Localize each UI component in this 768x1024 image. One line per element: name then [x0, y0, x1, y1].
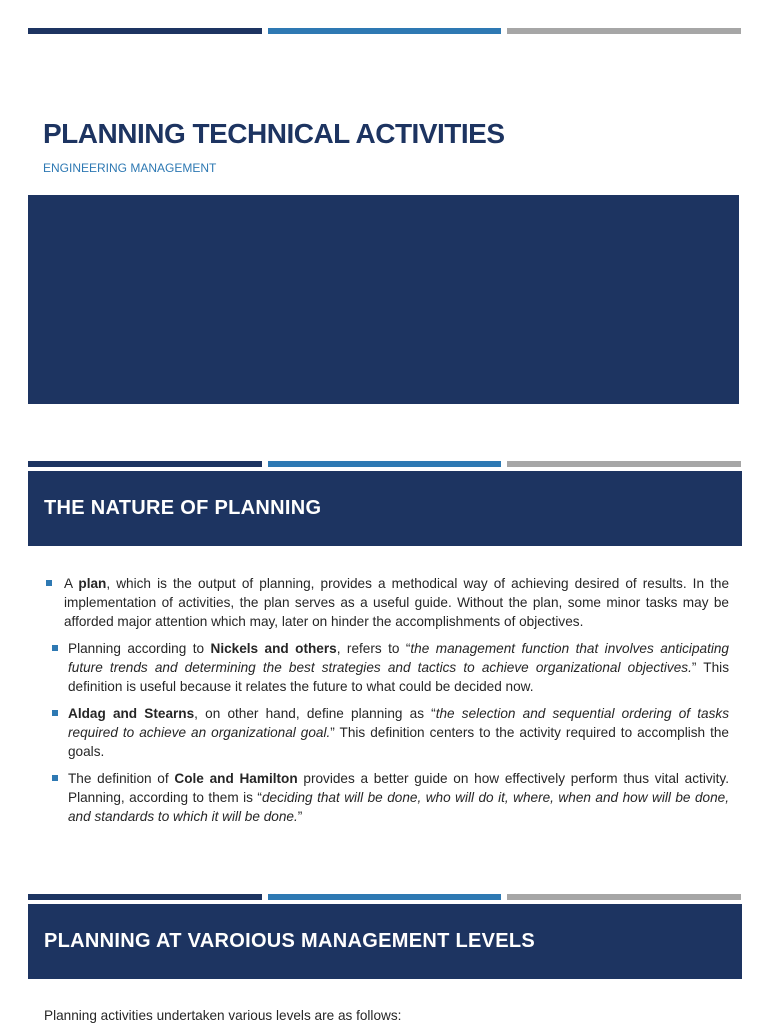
bullet-item	[44, 704, 729, 761]
bullet-term: plan	[78, 576, 107, 591]
stripe-gray	[507, 894, 741, 900]
bullet-author: Cole and Hamilton	[174, 771, 298, 786]
bullet-quote: the management function that involves anticipating future trends and determining the best strategies and tactics to achieve organizational objectives.	[68, 641, 729, 675]
section-header-nature	[28, 471, 742, 546]
bullet-text: , on other hand, define planning as “	[194, 706, 436, 721]
bullet-list	[44, 574, 729, 834]
bullet-marker-icon	[52, 710, 58, 716]
bullet-item	[44, 769, 729, 826]
levels-intro-text: Planning activities undertaken various levels are as follows:	[44, 1008, 402, 1023]
title-color-block	[28, 195, 739, 404]
bullet-text: Planning according to	[68, 641, 211, 656]
stripe-gray	[507, 461, 741, 467]
bullet-text: ” This definition centers to the activity required to accomplish the goals.	[68, 725, 729, 759]
bullet-text: The definition of	[68, 771, 175, 786]
stripe-navy	[28, 28, 262, 34]
stripe-navy	[28, 461, 262, 467]
bullet-text: ”	[297, 809, 303, 824]
slide-subtitle: ENGINEERING MANAGEMENT	[43, 161, 217, 175]
bullet-text: ” This definition is useful because it relates the future to what could be decided now.	[68, 660, 729, 694]
accent-stripes-top	[28, 28, 741, 34]
bullet-quote: deciding that will be done, who will do it, where, when and how will be done, and standards to which it will be done.	[68, 790, 729, 824]
stripe-blue	[268, 894, 502, 900]
section-heading: PLANNING AT VAROIOUS MANAGEMENT LEVELS	[44, 930, 536, 952]
slide-title: PLANNING TECHNICAL ACTIVITIES	[43, 118, 505, 149]
stripe-blue	[268, 28, 502, 34]
accent-stripes-slide3	[28, 894, 741, 900]
bullet-marker-icon	[52, 645, 58, 651]
bullet-text: A	[64, 576, 79, 591]
bullet-item	[44, 639, 729, 696]
bullet-marker-icon	[46, 580, 52, 586]
bullet-text: , refers to “	[336, 641, 411, 656]
bullet-quote: the selection and sequential ordering of tasks required to achieve an organizational goal.	[68, 706, 729, 740]
bullet-marker-icon	[52, 775, 58, 781]
bullet-author: Aldag and Stearns	[68, 706, 195, 721]
bullet-author: Nickels and others	[210, 641, 337, 656]
section-header-levels	[28, 904, 742, 979]
bullet-text: provides a better guide on how effectively perform thus vital activity. Planning, according to them is “	[68, 771, 729, 805]
bullet-item	[44, 574, 729, 631]
stripe-blue	[268, 461, 502, 467]
accent-stripes-slide2	[28, 461, 741, 467]
stripe-navy	[28, 894, 262, 900]
section-heading: THE NATURE OF PLANNING	[44, 497, 322, 519]
bullet-text: , which is the output of planning, provides a methodical way of achieving desired of results. In the implementation of activities, the plan serves as a useful guide. Without the plan, some minor tasks may be afforded major attention which may, later on hinder the accomplishments of objectives.	[64, 576, 729, 629]
stripe-gray	[507, 28, 741, 34]
